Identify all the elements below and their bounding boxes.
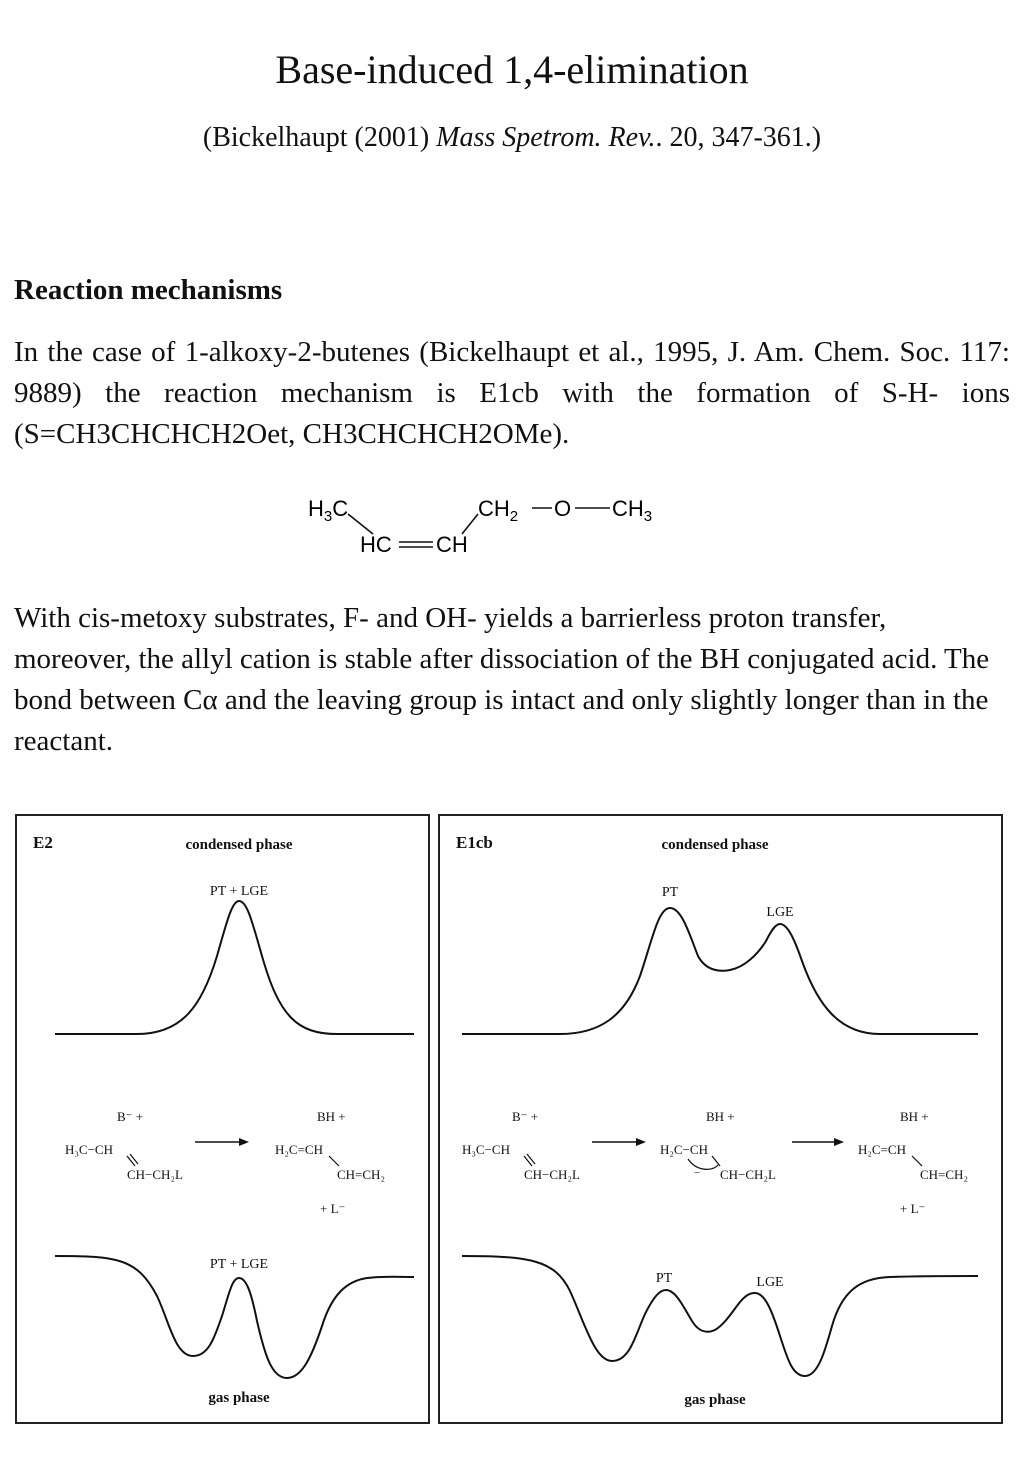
e2-reaction-arrow-head [239,1138,249,1146]
e2-diagram [17,816,428,1422]
e2-reactant-line2: CH−CH₂L [127,1167,183,1182]
e2-gas-curve [55,1256,414,1378]
e1cb-reactant-base: B⁻ + [512,1109,539,1124]
citation-prefix: (Bickelhaupt (2001) [202,122,437,153]
e1cb-intermediate-charge: − [694,1167,701,1179]
e1cb-intermediate-curl [688,1159,718,1169]
e1cb-reaction-arrow1-head [636,1138,646,1146]
e2-reactant-base: B⁻ + [117,1109,144,1124]
e2-label: E2 [33,833,53,852]
e1cb-reactant-bond-b [527,1154,535,1164]
structure-ch: CH [436,532,468,557]
e1cb-intermediate-base: BH + [706,1109,735,1124]
structure-ch2: $CH_2$ [478,496,519,525]
e1cb-reactant-line2: CH−CH₂L [524,1167,580,1182]
e2-product-base: BH + [317,1109,346,1124]
e1cb-product-leaving: + L⁻ [900,1201,926,1216]
structure-ch3: $CH_3$ [612,496,653,525]
structure-bond-2 [462,514,478,534]
e1cb-condensed-curve [462,908,978,1034]
e1cb-top-title: condensed phase [661,837,769,853]
e1cb-reactant-line1: H₃C−CH [462,1142,510,1157]
paragraph-intro: In the case of 1-alkoxy-2-butenes (Bickelhaupt et al., 1995, J. Am. Chem. Soc. 117: 9889) the reaction mechanism is E1cb with the formation of S-H- ions (S=CH3CHCHCH2Oet, CH3CHCHCH2OMe). [14,336,1010,450]
e2-reactant-bond-b [130,1154,138,1164]
e1cb-gas-curve [462,1256,978,1376]
e1cb-reaction-arrow2-head [834,1138,844,1146]
figure-panel-e1cb [438,814,1003,1424]
e1cb-product-base: BH + [900,1109,929,1124]
e2-peak-label: PT + LGE [209,884,269,899]
citation [0,120,1024,156]
structure-bond-1 [348,514,373,534]
e2-bottom-title: gas phase [208,1390,270,1406]
e2-product-bond [329,1156,339,1166]
e1cb-bottom-peak1-label: PT [655,1271,673,1286]
e2-top-title: condensed phase [185,837,293,853]
section-heading: Reaction mechanisms [14,274,283,306]
e2-product-line1: H₂C=CH [275,1142,323,1157]
e2-product-line2: CH=CH₂ [337,1167,385,1182]
e1cb-intermediate-line2: CH−CH₂L [720,1167,776,1182]
e2-reactant-line1: H₃C−CH [65,1142,113,1157]
e2-bottom-peak-label: PT + LGE [209,1257,269,1272]
structure-hc: HC [360,532,392,557]
citation-suffix: . 20, 347-361.) [655,122,822,153]
e2-product-leaving: + L⁻ [320,1201,346,1216]
e1cb-peak2-label: LGE [766,905,794,920]
e2-condensed-curve [55,901,414,1034]
citation-journal: Mass Spetrom. Rev. [436,122,656,153]
e1cb-product-bond [912,1156,922,1166]
e1cb-intermediate-line1: H₂C−CH [660,1142,708,1157]
structure-diagram [300,488,680,568]
e2-reactant-bond-a [127,1156,135,1166]
structure-o: O [554,496,572,521]
e1cb-peak1-label: PT [661,885,679,900]
structure-h3c: $H_3C$ [308,496,349,525]
e1cb-product-line2: CH=CH₂ [920,1167,968,1182]
e1cb-bottom-peak2-label: LGE [756,1275,784,1290]
e1cb-bottom-title: gas phase [684,1392,746,1408]
e1cb-intermediate-bond [712,1156,720,1166]
figure-panel-e2 [15,814,430,1424]
e1cb-reactant-bond-a [524,1156,532,1166]
e1cb-label: E1cb [456,833,493,852]
paragraph-cis-metoxy: With cis-metoxy substrates, F- and OH- yields a barrierless proton transfer, moreover, the allyl cation is stable after dissociation of the BH conjugated acid. The bond between Cα and the leaving group is intact and only slightly longer than in the reactant. [14,602,990,757]
e1cb-diagram [440,816,1001,1422]
e1cb-product-line1: H₂C=CH [858,1142,906,1157]
page-title: Base-induced 1,4-elimination [275,47,749,92]
